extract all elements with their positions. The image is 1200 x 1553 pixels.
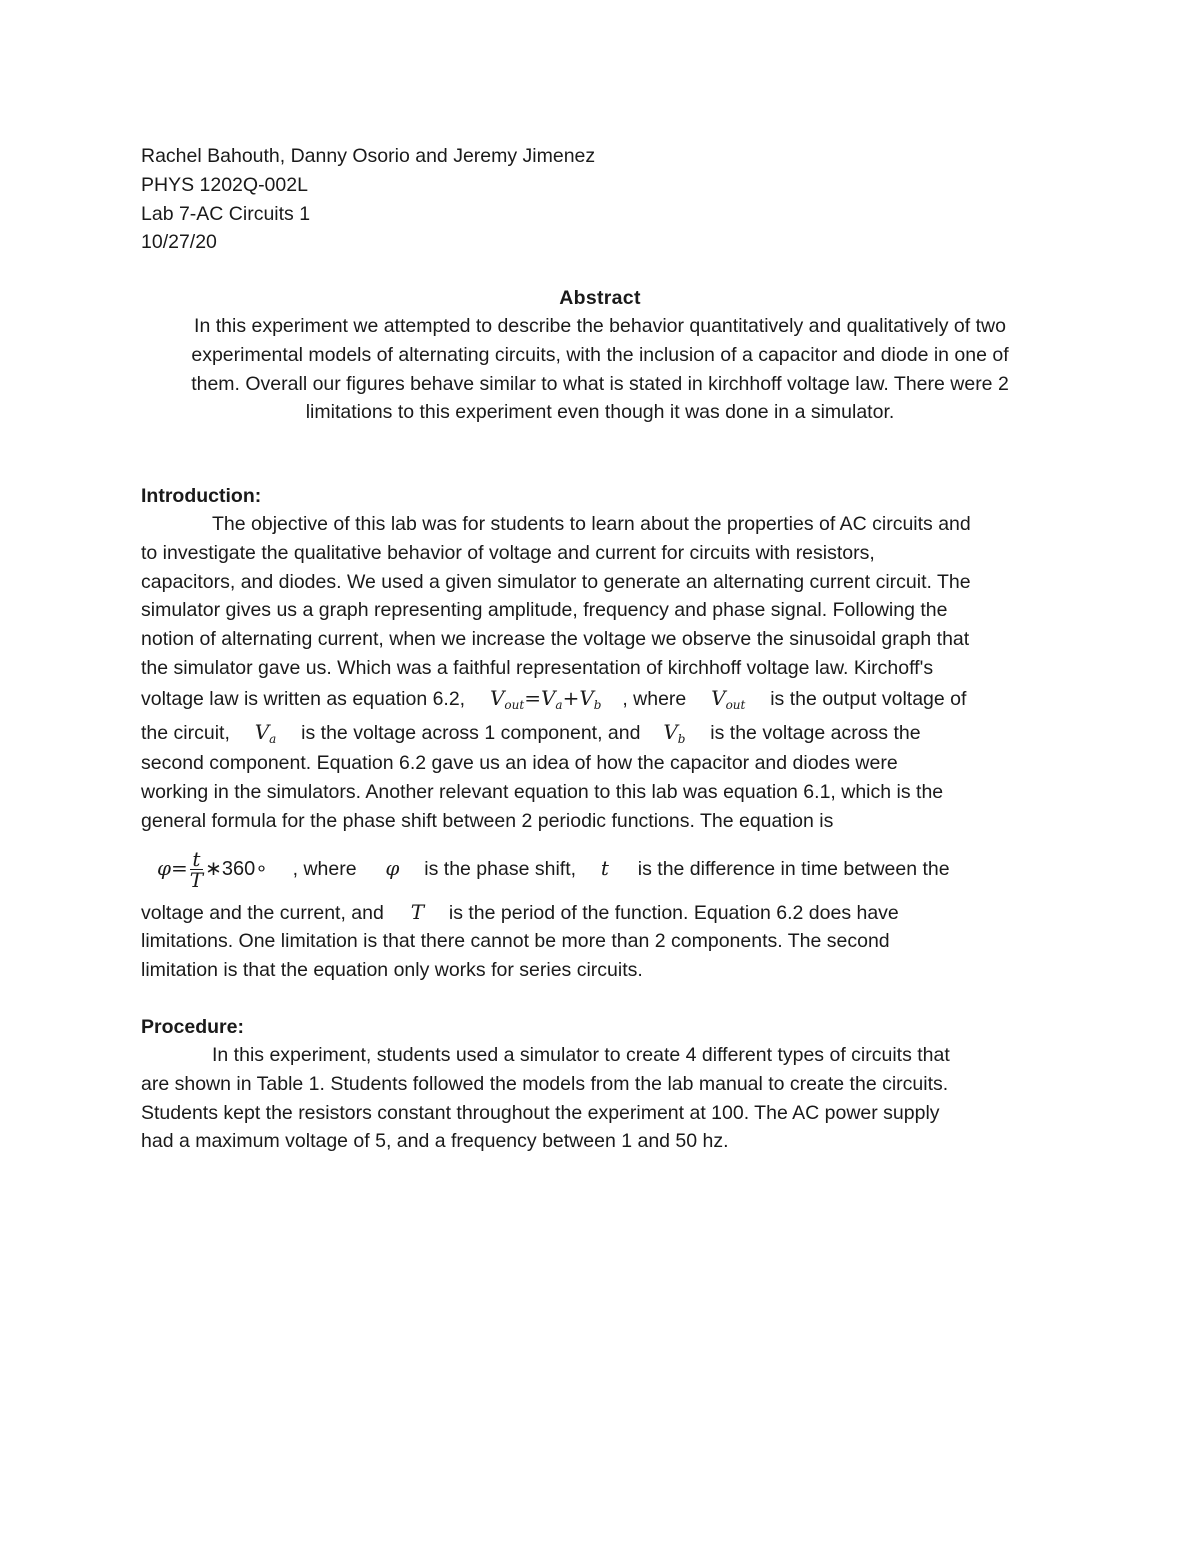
period-line-pre: voltage and the current, and: [141, 902, 384, 924]
component-line-pre: the circuit,: [141, 722, 230, 744]
kvl-equation-line: [141, 684, 1071, 719]
intro-line: second component. Equation 6.2 gave us an idea of how the capacitor and diodes were: [141, 752, 898, 774]
t-symbol: t: [600, 856, 609, 880]
v-out-symbol: $V_{out}$: [711, 686, 746, 712]
component-voltage-line: [141, 718, 1071, 753]
v-b-symbol: $V_b$: [663, 720, 686, 746]
intro-line: general formula for the phase shift between 2 periodic functions. The equation is: [141, 809, 834, 832]
intro-line: working in the simulators. Another relevant equation to this lab was equation 6.1, which is the: [141, 780, 944, 803]
v-a-symbol: $V_a$: [254, 720, 277, 746]
period-line: [141, 898, 1071, 927]
procedure-paragraph: [141, 1041, 1071, 1156]
intro-line: to investigate the qualitative behavior of voltage and current for circuits with resistors,: [141, 541, 875, 564]
phi-symbol: φ: [385, 856, 400, 880]
phase-line-text-2: is the phase shift,: [424, 858, 577, 880]
date-line: 10/27/20: [141, 231, 217, 254]
course-line: PHYS 1202Q-002L: [141, 173, 308, 196]
kvl-line-text-post: is the output voltage of: [770, 688, 967, 710]
kvl-line-text-pre: voltage law is written as equation 6.2,: [141, 688, 466, 710]
abstract-line: In this experiment we attempted to describe the behavior quantitatively and qualitatively of two: [194, 315, 1006, 337]
abstract-paragraph: [141, 312, 1059, 427]
intro-line: notion of alternating current, when we increase the voltage we observe the sinusoidal graph that: [141, 628, 970, 651]
phase-line-text-3: is the difference in time between the: [637, 858, 950, 880]
authors-line: Rachel Bahouth, Danny Osorio and Jeremy Jimenez: [141, 145, 596, 167]
phase-shift-equation: φ= $\frac{t}{T}$ ∗360∘: [157, 847, 268, 892]
abstract-line: limitations to this experiment even though it was done in a simulator.: [305, 401, 895, 424]
intro-line: limitation is that the equation only works for series circuits.: [141, 958, 643, 981]
intro-line: capacitors, and diodes. We used a given simulator to generate an alternating current circuit. The: [141, 570, 971, 593]
lab-title-line: Lab 7-AC Circuits 1: [141, 202, 311, 225]
procedure-line: are shown in Table 1. Students followed the models from the lab manual to create the circuits.: [141, 1072, 949, 1095]
intro-line: limitations. One limitation is that there cannot be more than 2 components. The second: [141, 930, 890, 952]
abstract-line: experimental models of alternating circuits, with the inclusion of a capacitor and diode in one of: [191, 343, 1009, 366]
procedure-line: Students kept the resistors constant throughout the experiment at 100. The AC power supply: [141, 1101, 940, 1124]
intro-line: simulator gives us a graph representing amplitude, frequency and phase signal. Following the: [141, 599, 948, 622]
header-block: [141, 142, 595, 257]
period-line-post: is the period of the function. Equation 6.2 does have: [448, 902, 899, 924]
procedure-heading: Procedure:: [141, 1016, 244, 1038]
introduction-paragraph-b: [141, 749, 1071, 835]
introduction-paragraph-c: [141, 927, 1071, 985]
procedure-line: had a maximum voltage of 5, and a frequency between 1 and 50 hz.: [141, 1130, 729, 1153]
kvl-line-text-mid: , where: [622, 688, 687, 710]
component-line-post: is the voltage across the: [710, 722, 921, 744]
period-symbol: T: [410, 900, 425, 924]
procedure-line: In this experiment, students used a simulator to create 4 different types of circuits that: [212, 1044, 950, 1066]
kvl-equation: $V_{out}=V_a+V_b$: [489, 686, 602, 712]
introduction-paragraph-a: [141, 510, 1071, 683]
intro-line: The objective of this lab was for students to learn about the properties of AC circuits and: [212, 513, 971, 535]
component-line-mid: is the voltage across 1 component, and: [301, 722, 641, 744]
abstract-line: them. Overall our figures behave similar to what is stated in kirchhoff voltage law. There were 2: [191, 372, 1009, 395]
phase-line-text-1: , where: [292, 858, 357, 880]
phase-shift-line: [157, 842, 1057, 895]
intro-line: the simulator gave us. Which was a faithful representation of kirchhoff voltage law. Kirchoff's: [141, 656, 934, 679]
introduction-heading: Introduction:: [141, 485, 262, 507]
abstract-heading: Abstract: [559, 287, 641, 309]
